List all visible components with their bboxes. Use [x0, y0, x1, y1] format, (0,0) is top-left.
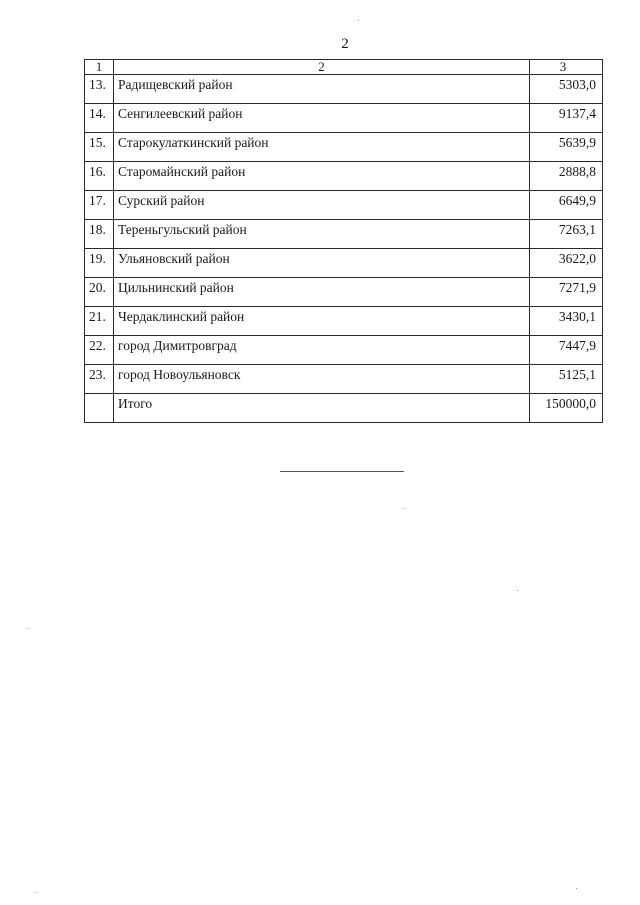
table-header-row	[85, 60, 603, 75]
table-row	[85, 104, 603, 133]
closing-separator-line	[280, 471, 404, 472]
row-number: 15.	[85, 133, 114, 162]
district-name: Тереньгульский район	[114, 220, 530, 249]
row-number: 17.	[85, 191, 114, 220]
allocation-value: 9137,4	[530, 104, 603, 133]
scan-speck	[517, 590, 518, 591]
row-number: 19.	[85, 249, 114, 278]
allocation-value: 7447,9	[530, 336, 603, 365]
district-name: Итого	[114, 394, 530, 423]
table-row	[85, 133, 603, 162]
district-name: город Новоульяновск	[114, 365, 530, 394]
row-number: 23.	[85, 365, 114, 394]
allocation-value: 6649,9	[530, 191, 603, 220]
row-number: 20.	[85, 278, 114, 307]
scan-speck	[576, 888, 577, 889]
table-row	[85, 307, 603, 336]
allocation-value: 7271,9	[530, 278, 603, 307]
allocation-value: 7263,1	[530, 220, 603, 249]
table-row	[85, 220, 603, 249]
table-row	[85, 75, 603, 104]
row-number: 14.	[85, 104, 114, 133]
scan-speck	[36, 892, 37, 893]
district-name: Цильнинский район	[114, 278, 530, 307]
table-row	[85, 191, 603, 220]
allocation-value: 2888,8	[530, 162, 603, 191]
scan-speck	[28, 628, 29, 629]
scan-speck	[358, 20, 359, 21]
allocation-value: 3430,1	[530, 307, 603, 336]
district-name: Ульяновский район	[114, 249, 530, 278]
row-number: 13.	[85, 75, 114, 104]
page-number: 2	[341, 36, 349, 52]
district-name: Сурский район	[114, 191, 530, 220]
district-name: Старомайнский район	[114, 162, 530, 191]
district-name: Старокулаткинский район	[114, 133, 530, 162]
allocation-value: 5303,0	[530, 75, 603, 104]
district-name: Сенгилеевский район	[114, 104, 530, 133]
column-header-3: 3	[530, 60, 603, 75]
allocation-table	[84, 59, 603, 423]
table-row	[85, 162, 603, 191]
column-header-2: 2	[114, 60, 530, 75]
district-name: город Димитровград	[114, 336, 530, 365]
row-number: 21.	[85, 307, 114, 336]
allocation-value: 150000,0	[530, 394, 603, 423]
scan-speck	[404, 508, 405, 509]
row-number: 18.	[85, 220, 114, 249]
table-row	[85, 336, 603, 365]
allocation-value: 5639,9	[530, 133, 603, 162]
district-name: Радищевский район	[114, 75, 530, 104]
allocation-value: 3622,0	[530, 249, 603, 278]
row-number: 22.	[85, 336, 114, 365]
table-row	[85, 278, 603, 307]
row-number: 16.	[85, 162, 114, 191]
table-row	[85, 249, 603, 278]
column-header-1: 1	[85, 60, 114, 75]
table-total-row	[85, 394, 603, 423]
district-name: Чердаклинский район	[114, 307, 530, 336]
row-number	[85, 394, 114, 423]
table-row	[85, 365, 603, 394]
allocation-value: 5125,1	[530, 365, 603, 394]
